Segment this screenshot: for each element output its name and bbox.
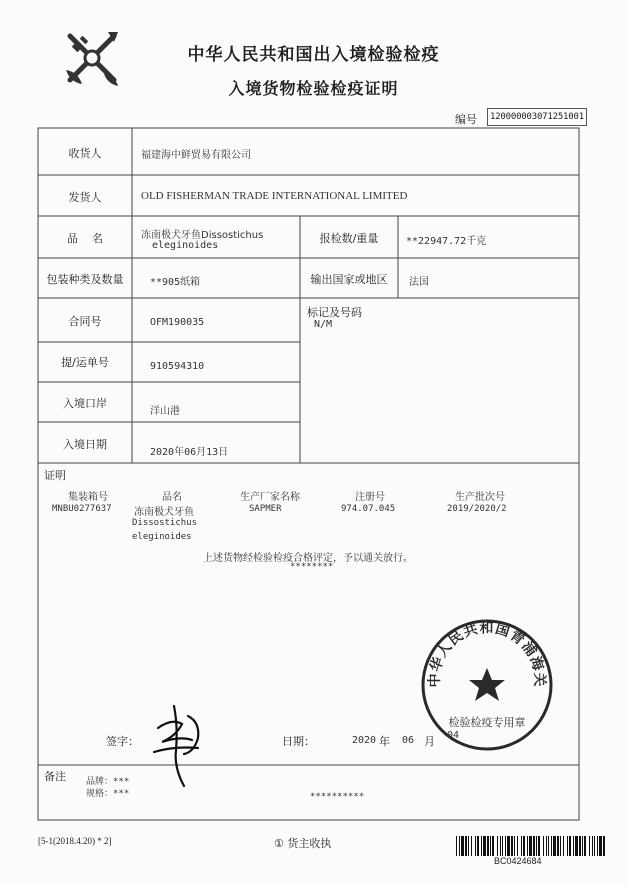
origin-value: 法国 <box>409 277 429 288</box>
barcode-bar <box>507 836 510 856</box>
official-seal-stamp <box>418 616 556 754</box>
barcode-bar <box>594 836 595 856</box>
handwritten-signature <box>148 698 218 788</box>
barcode-bar <box>461 836 464 856</box>
barcode-bar <box>514 836 515 856</box>
form-code: [5-1(2018.4.20) * 2] <box>38 836 112 846</box>
bl-label: 提/运单号 <box>61 356 109 369</box>
barcode-number: BC0424684 <box>494 856 542 866</box>
sign-year-unit: 年 <box>379 735 390 748</box>
barcode-bar <box>521 836 522 856</box>
stamp-bottom-text: 检验检疫专用章 <box>448 716 526 729</box>
barcode-bar <box>490 836 491 856</box>
origin-label: 输出国家或地区 <box>310 273 388 286</box>
remarks-stars: ********** <box>310 792 365 802</box>
row-producer: SAPMER <box>249 504 282 514</box>
sign-date-label: 日期： <box>282 735 315 748</box>
barcode-bar <box>483 836 486 856</box>
barcode-bar <box>471 836 472 856</box>
remarks-label: 备注 <box>44 770 66 783</box>
barcode-bar <box>533 836 535 856</box>
barcode-bar <box>579 836 581 856</box>
barcode-bar <box>546 836 547 856</box>
barcode-bar <box>487 836 489 856</box>
product-label: 品 名 <box>67 232 103 245</box>
document-title: 中华人民共和国出入境检验检疫 <box>187 45 440 65</box>
barcode-bar <box>599 836 602 856</box>
port-label: 入境口岸 <box>63 397 107 410</box>
consignor-label: 发货人 <box>68 191 102 204</box>
sign-month: 06 <box>402 735 415 746</box>
barcode-bar <box>582 836 583 856</box>
barcode-bar <box>492 836 494 856</box>
sign-label: 签字： <box>106 735 139 748</box>
barcode-bar <box>584 836 586 856</box>
barcode-bar <box>560 836 561 856</box>
cert-no-value: 120000003071251001 <box>490 112 584 122</box>
cert-no-label: 编号 <box>455 113 477 126</box>
barcode-bar <box>481 836 482 856</box>
barcode-bar <box>563 836 564 856</box>
certificate-label: 证明 <box>44 469 66 482</box>
barcode-bar <box>567 836 568 856</box>
barcode-bar <box>569 836 571 856</box>
col-producer-header: 生产厂家名称 <box>240 492 300 503</box>
barcode-bar <box>468 836 469 856</box>
copy-label: ① 货主收执 <box>274 837 332 850</box>
barcode-bar <box>543 836 544 856</box>
remarks-spec: 规格：*** <box>86 789 130 799</box>
consignor-value: OLD FISHERMAN TRADE INTERNATIONAL LIMITED <box>141 190 408 202</box>
barcode-bar <box>529 836 532 856</box>
marks-value: N/M <box>314 319 333 330</box>
barcode-bar <box>551 836 552 856</box>
barcode-bar <box>523 836 525 856</box>
barcode-bar <box>502 836 503 856</box>
barcode-bar <box>589 836 590 856</box>
barcode-bar <box>573 836 574 856</box>
sign-day: 04 <box>447 730 460 741</box>
clearance-statement: 上述货物经检验检疫合格评定，予以通关放行。 <box>203 553 413 564</box>
stamp-text: 中华人民共和国青浦海关 <box>426 620 548 688</box>
barcode-bar <box>456 836 457 856</box>
barcode-image <box>456 836 608 856</box>
bl-value: 910594310 <box>150 361 205 372</box>
product-value-line2: eleginoides <box>152 240 219 251</box>
port-value: 洋山港 <box>150 406 180 417</box>
col-product-header: 品名 <box>162 492 182 503</box>
product-value-line1: 冻南极犬牙鱼Dissostichus <box>141 230 264 241</box>
sign-month-unit: 月 <box>424 735 435 748</box>
barcode-bar <box>536 836 537 856</box>
row-product-line3: eleginoides <box>132 532 192 542</box>
row-product-line1: 冻南极犬牙鱼 <box>134 507 194 518</box>
packaging-value: **905纸箱 <box>150 277 201 288</box>
col-container-header: 集装箱号 <box>68 492 108 503</box>
barcode-bar <box>538 836 540 856</box>
barcode-bar <box>517 836 518 856</box>
consignee-value: 福建海中鲜贸易有限公司 <box>141 150 251 161</box>
barcode-bar <box>557 836 559 856</box>
contract-label: 合同号 <box>68 315 102 328</box>
barcode-bar <box>497 836 498 856</box>
weight-label: 报检数/重量 <box>319 232 379 245</box>
barcode-bar <box>597 836 598 856</box>
row-registration: 974.07.045 <box>341 504 396 514</box>
barcode-bar <box>465 836 467 856</box>
row-product-line2: Dissostichus <box>132 518 198 528</box>
barcode-bar <box>527 836 528 856</box>
col-batch-header: 生产批次号 <box>455 492 505 503</box>
row-container: MNBU0277637 <box>52 504 112 514</box>
document-subtitle: 入境货物检验检疫证明 <box>228 79 399 98</box>
consignee-label: 收货人 <box>68 147 102 160</box>
barcode-bar <box>475 836 476 856</box>
barcode-bar <box>511 836 513 856</box>
barcode-bar <box>477 836 479 856</box>
barcode-bar <box>459 836 460 856</box>
remarks-brand: 品牌：*** <box>86 777 130 787</box>
barcode-bar <box>575 836 578 856</box>
barcode-bar <box>548 836 549 856</box>
sign-year: 2020 <box>352 735 377 746</box>
weight-value: **22947.72千克 <box>406 236 487 247</box>
statement-stars: ******** <box>290 562 334 572</box>
barcode-bar <box>553 836 556 856</box>
barcode-bar <box>500 836 501 856</box>
barcode-bar <box>505 836 506 856</box>
packaging-label: 包装种类及数量 <box>46 273 124 286</box>
date-label: 入境日期 <box>63 438 107 451</box>
row-batch: 2019/2020/2 <box>447 504 507 514</box>
barcode-bar <box>592 836 593 856</box>
marks-label: 标记及号码 <box>307 306 362 319</box>
contract-value: OFM190035 <box>150 317 205 328</box>
col-registration-header: 注册号 <box>355 492 385 503</box>
date-value: 2020年06月13日 <box>150 447 229 458</box>
barcode-bar <box>603 836 605 856</box>
